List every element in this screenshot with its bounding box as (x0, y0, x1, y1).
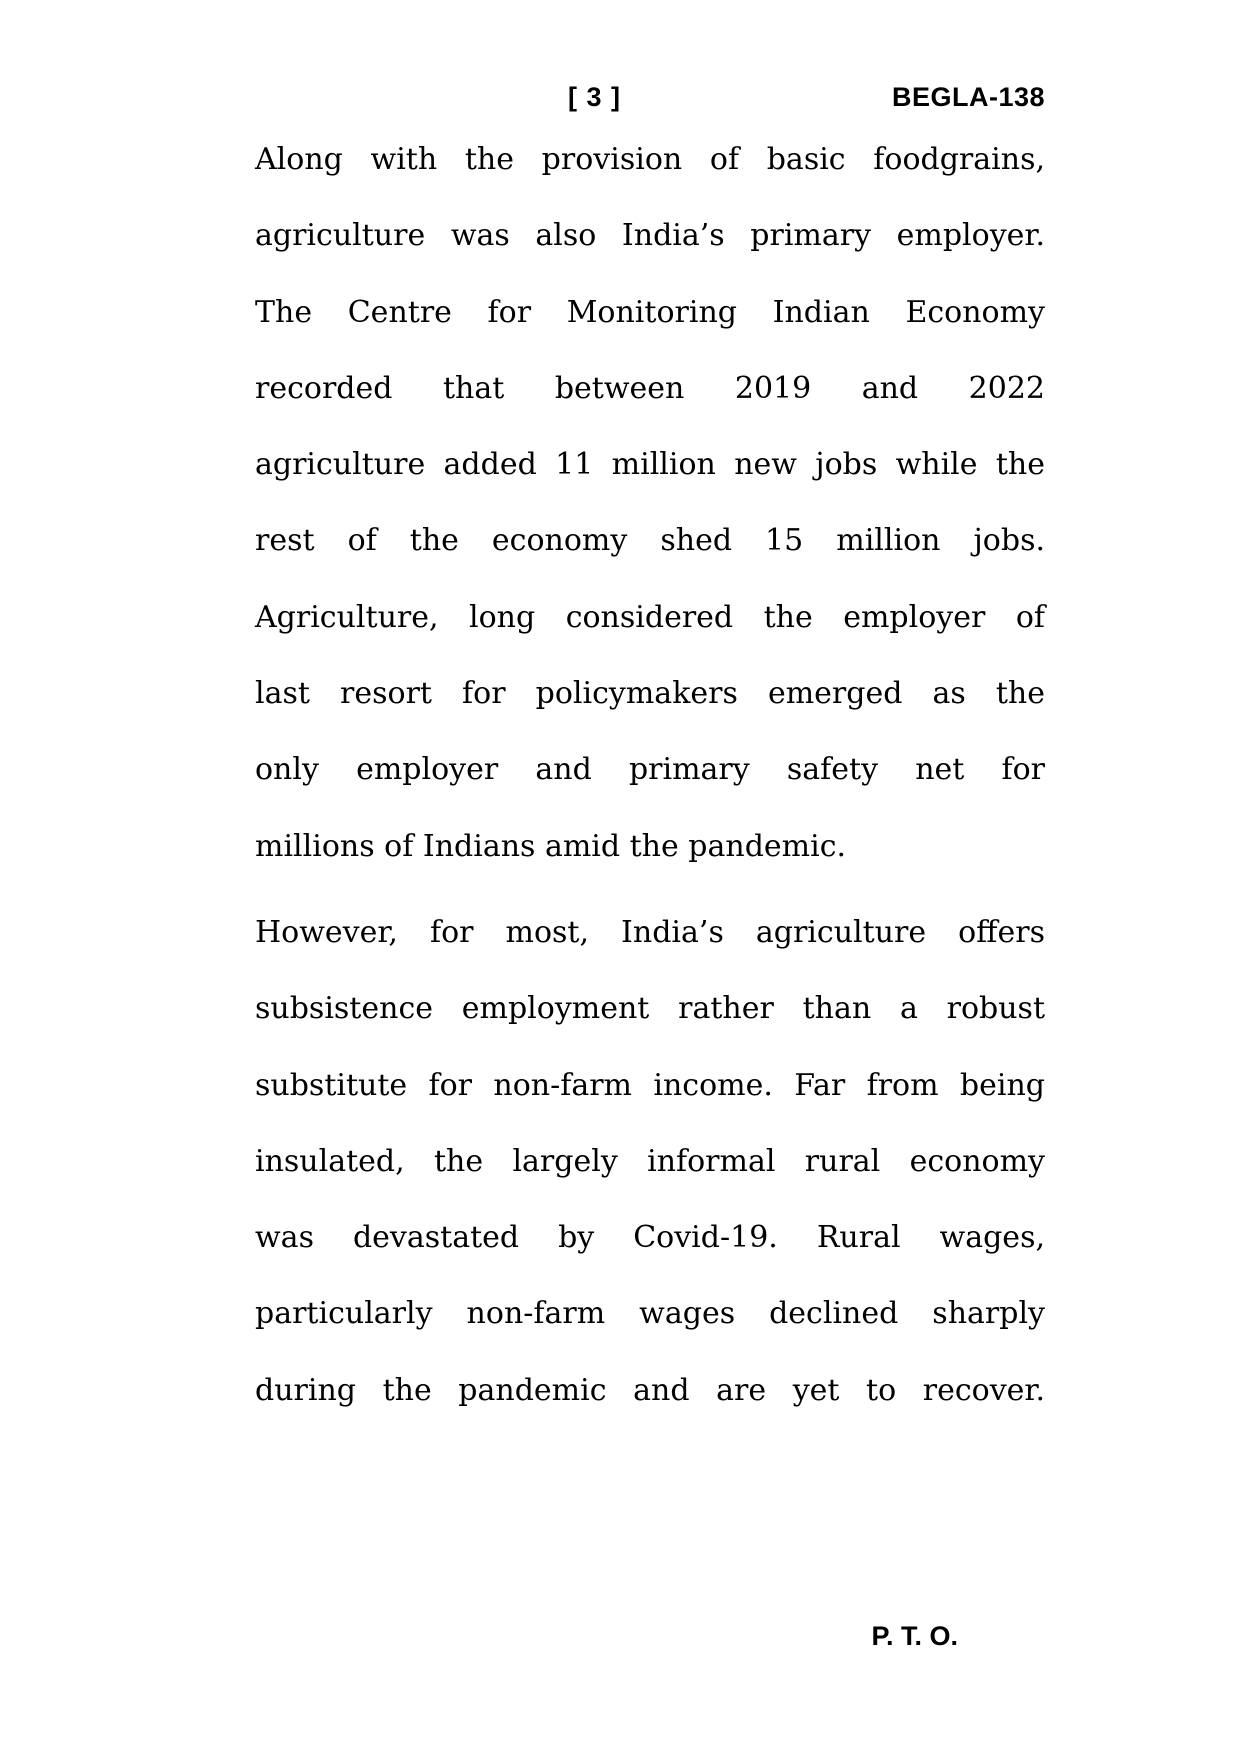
text-line: However, for most, India’s agriculture offers (255, 915, 1045, 950)
page-number: [ 3 ] (568, 82, 622, 112)
text-line: last resort for policymakers emerged as the (255, 676, 1045, 712)
paragraph-2 (255, 895, 1045, 1429)
text-line: insulated, the largely informal rural economy (255, 1143, 1045, 1179)
text-line: recorded that between 2019 and 2022 (255, 370, 1045, 406)
text-line: millions of Indians amid the pandemic. (255, 828, 847, 864)
text-line: Along with the provision of basic foodgrains, (255, 142, 1045, 177)
text-line: The Centre for Monitoring Indian Economy (255, 294, 1045, 330)
text-line: substitute for non-farm income. Far from being (255, 1067, 1045, 1103)
course-code: BEGLA-138 (891, 82, 1045, 112)
text-line: was devastated by Covid-19. Rural wages, (255, 1220, 1045, 1256)
text-line: agriculture was also India’s primary employer. (255, 218, 1045, 254)
text-line: during the pandemic and are yet to recover. (255, 1372, 1045, 1408)
text-line: only employer and primary safety net for (255, 752, 1045, 788)
paragraph-1 (255, 122, 1045, 885)
text-line: Agriculture, long considered the employer of (255, 599, 1045, 635)
text-line: subsistence employment rather than a robust (255, 991, 1045, 1027)
text-line: rest of the economy shed 15 million jobs. (255, 523, 1045, 559)
text-line: agriculture added 11 million new jobs while the (255, 447, 1045, 483)
text-line: particularly non-farm wages declined sharply (255, 1296, 1045, 1332)
pto-label: P. T. O. (871, 1621, 958, 1651)
